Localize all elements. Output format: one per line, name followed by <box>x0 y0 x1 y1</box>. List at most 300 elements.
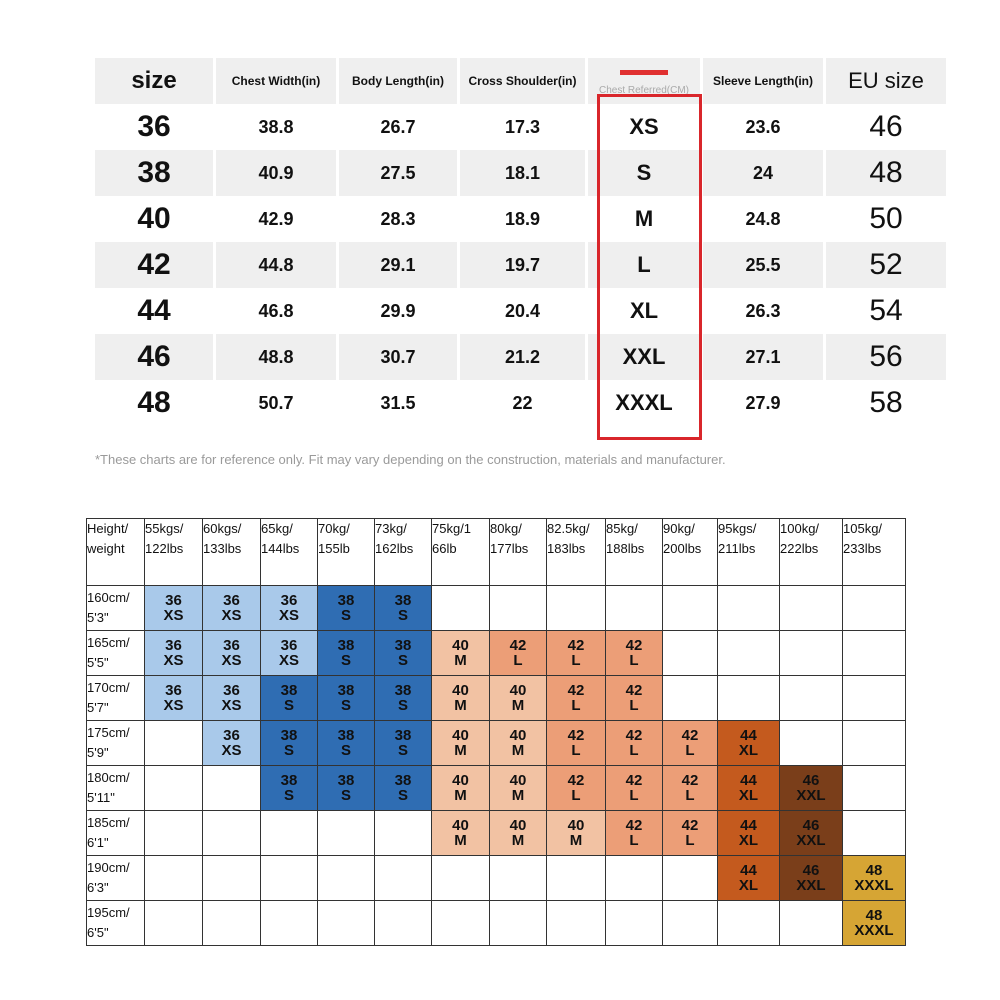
size-grid-cell <box>490 721 547 766</box>
weight-header <box>663 519 718 586</box>
size-grid-cell <box>780 766 843 811</box>
grid-size-number: 40 <box>452 772 469 789</box>
weight-line: 105kg/ <box>843 521 883 536</box>
grid-size-letter: M <box>454 697 467 714</box>
grid-size-letter: L <box>685 787 695 804</box>
height-label <box>87 811 145 856</box>
height-label <box>87 721 145 766</box>
grid-size-letter: L <box>685 832 695 849</box>
height-line: 175cm/ <box>87 725 130 740</box>
grid-size-letter: XS <box>278 652 299 669</box>
size-grid-cell <box>718 586 780 631</box>
height-line: 6'5" <box>87 925 109 940</box>
grid-size-letter: XS <box>278 607 299 624</box>
grid-size-number: 42 <box>567 637 585 654</box>
grid-size-letter: S <box>397 742 408 759</box>
header-alpha-size <box>588 58 700 104</box>
grid-size-letter: S <box>397 607 408 624</box>
size-cell-eu: 48 <box>826 150 946 196</box>
size-grid-cell <box>145 811 203 856</box>
weight-line: 95kgs/ <box>718 521 757 536</box>
size-grid-cell <box>318 586 375 631</box>
size-cell-size: 38 <box>95 150 213 196</box>
weight-header <box>606 519 663 586</box>
grid-size-number: 42 <box>625 817 643 834</box>
size-cell-shoulder: 20.4 <box>504 300 541 321</box>
size-row <box>95 334 950 380</box>
size-cell-sleeve: 25.5 <box>703 242 823 288</box>
size-grid-cell <box>547 586 606 631</box>
size-grid-cell <box>203 631 261 676</box>
size-grid-cell <box>547 631 606 676</box>
size-grid-cell <box>718 811 780 856</box>
size-cell-chest: 38.8 <box>258 116 294 137</box>
size-grid-cell <box>261 721 318 766</box>
size-grid-cell <box>261 586 318 631</box>
grid-size-number: 38 <box>337 682 355 699</box>
grid-size-letter: XXXL <box>854 922 894 939</box>
size-grid-cell <box>490 856 547 901</box>
size-grid-cell <box>780 631 843 676</box>
size-cell-size: 44 <box>137 294 171 327</box>
size-cell-length: 26.7 <box>380 116 416 137</box>
size-grid-cell <box>718 766 780 811</box>
grid-size-number: 38 <box>394 592 412 609</box>
grid-size-letter: XS <box>221 697 242 714</box>
size-grid-cell <box>663 901 718 946</box>
grid-size-letter: S <box>340 652 351 669</box>
corner-line: Height/ <box>87 521 129 536</box>
grid-size-number: 40 <box>452 637 469 654</box>
size-grid-cell <box>718 901 780 946</box>
grid-size-letter: XXL <box>796 832 826 849</box>
grid-size-number: 42 <box>681 772 699 789</box>
size-grid-cell <box>663 631 718 676</box>
grid-size-number: 42 <box>625 772 643 789</box>
size-grid-cell <box>843 856 906 901</box>
size-row <box>95 196 950 242</box>
size-row <box>95 288 950 334</box>
size-cell-length: 29.1 <box>339 242 457 288</box>
size-grid-cell <box>490 901 547 946</box>
grid-size-letter: S <box>397 697 408 714</box>
grid-size-letter: M <box>454 742 467 759</box>
grid-size-number: 38 <box>280 682 298 699</box>
size-grid-cell <box>318 766 375 811</box>
grid-size-number: 38 <box>280 727 298 744</box>
size-cell-chest: 48.8 <box>216 334 336 380</box>
weight-line: 162lbs <box>375 541 414 556</box>
weight-line: 155lb <box>318 541 350 556</box>
size-grid-cell <box>318 856 375 901</box>
size-cell-length: 31.5 <box>380 392 416 413</box>
size-grid-cell <box>843 766 906 811</box>
grid-size-number: 38 <box>394 727 412 744</box>
weight-header <box>718 519 780 586</box>
size-cell-size: 48 <box>137 386 171 419</box>
height-line: 5'3" <box>87 610 109 625</box>
size-cell-eu: 58 <box>869 386 903 419</box>
height-row <box>87 901 906 946</box>
weight-line: 66lb <box>432 541 457 556</box>
size-cell-shoulder: 18.1 <box>460 150 585 196</box>
grid-size-letter: XS <box>221 742 242 759</box>
size-grid-cell <box>203 586 261 631</box>
height-line: 5'9" <box>87 745 109 760</box>
grid-size-letter: XS <box>221 607 242 624</box>
weight-line: 144lbs <box>261 541 300 556</box>
grid-size-letter: S <box>283 697 294 714</box>
grid-size-number: 40 <box>452 727 469 744</box>
grid-size-number: 44 <box>740 772 757 789</box>
size-grid-cell <box>547 901 606 946</box>
size-grid-cell <box>718 676 780 721</box>
size-cell-alpha: L <box>588 242 700 288</box>
size-grid-cell <box>145 766 203 811</box>
corner-line: weight <box>87 541 125 556</box>
size-grid-cell <box>432 586 490 631</box>
grid-size-number: 38 <box>394 637 412 654</box>
size-grid-cell <box>375 856 432 901</box>
grid-size-number: 40 <box>509 817 527 834</box>
size-cell-alpha: XXXL <box>615 390 673 415</box>
size-grid-cell <box>780 676 843 721</box>
grid-size-letter: L <box>629 787 639 804</box>
size-table <box>95 58 950 426</box>
size-row <box>95 380 950 426</box>
size-grid-cell <box>432 901 490 946</box>
size-grid-cell <box>261 811 318 856</box>
weight-line: 55kgs/ <box>145 521 184 536</box>
size-cell-length: 29.9 <box>380 300 416 321</box>
size-cell-sleeve: 27.9 <box>745 392 781 413</box>
size-grid-cell <box>547 811 606 856</box>
grid-size-number: 48 <box>865 907 883 924</box>
size-grid-cell <box>843 631 906 676</box>
grid-size-number: 44 <box>740 862 757 879</box>
size-table-body <box>95 104 950 426</box>
height-line: 195cm/ <box>87 905 130 920</box>
size-grid-cell <box>606 901 663 946</box>
size-grid-cell <box>780 721 843 766</box>
grid-size-letter: M <box>454 832 467 849</box>
grid-size-number: 36 <box>280 637 298 654</box>
grid-size-number: 42 <box>681 727 699 744</box>
height-line: 190cm/ <box>87 860 130 875</box>
height-label <box>87 901 145 946</box>
size-grid-cell <box>547 856 606 901</box>
size-grid-cell <box>780 586 843 631</box>
grid-size-letter: M <box>454 652 467 669</box>
size-grid-cell <box>843 721 906 766</box>
grid-size-number: 40 <box>509 682 527 699</box>
size-grid-cell <box>261 901 318 946</box>
grid-size-number: 40 <box>509 772 527 789</box>
size-row <box>95 242 950 288</box>
weight-header <box>261 519 318 586</box>
grid-size-letter: L <box>571 697 581 714</box>
size-grid-cell <box>606 631 663 676</box>
weight-header <box>547 519 606 586</box>
size-grid-cell <box>375 766 432 811</box>
size-grid-cell <box>718 856 780 901</box>
grid-corner-label <box>87 519 145 586</box>
height-line: 5'7" <box>87 700 109 715</box>
size-cell-chest: 44.8 <box>216 242 336 288</box>
height-row <box>87 676 906 721</box>
size-grid-cell <box>663 721 718 766</box>
size-cell-shoulder: 18.9 <box>504 208 541 229</box>
size-grid-cell <box>145 721 203 766</box>
grid-size-letter: S <box>340 787 351 804</box>
size-grid-cell <box>490 811 547 856</box>
weight-header <box>432 519 490 586</box>
height-line: 185cm/ <box>87 815 130 830</box>
grid-size-letter: L <box>571 652 581 669</box>
header-size: size <box>95 58 213 104</box>
height-row <box>87 586 906 631</box>
size-grid-cell <box>375 721 432 766</box>
grid-size-letter: L <box>571 787 581 804</box>
size-grid-cell <box>375 901 432 946</box>
weight-line: 70kg/ <box>318 521 350 536</box>
size-grid-cell <box>843 676 906 721</box>
size-grid-cell <box>375 586 432 631</box>
size-grid-cell <box>318 631 375 676</box>
size-cell-size: 40 <box>137 202 171 235</box>
size-grid-cell <box>145 586 203 631</box>
size-cell-chest: 42.9 <box>258 208 294 229</box>
grid-size-number: 42 <box>509 637 527 654</box>
size-cell-eu: 52 <box>826 242 946 288</box>
grid-size-number: 40 <box>452 682 469 699</box>
grid-size-number: 38 <box>394 682 412 699</box>
weight-line: 75kg/1 <box>432 521 472 536</box>
size-grid-cell <box>375 811 432 856</box>
size-grid-cell <box>780 856 843 901</box>
grid-size-letter: XL <box>738 877 759 894</box>
weight-line: 85kg/ <box>606 521 638 536</box>
weight-line: 188lbs <box>606 541 645 556</box>
height-row <box>87 631 906 676</box>
size-cell-alpha: XL <box>629 298 659 323</box>
grid-size-letter: L <box>513 652 523 669</box>
grid-size-letter: L <box>685 742 695 759</box>
size-cell-eu: 54 <box>869 294 903 327</box>
weight-line: 82.5kg/ <box>547 521 590 536</box>
size-grid-cell <box>490 766 547 811</box>
grid-size-number: 36 <box>223 592 240 609</box>
disclaimer-text: *These charts are for reference only. Fit may vary depending on the construction, materials and manufacturer. <box>95 452 726 467</box>
grid-size-letter: S <box>340 607 351 624</box>
grid-size-number: 42 <box>625 637 643 654</box>
grid-size-number: 44 <box>740 727 757 744</box>
size-grid-cell <box>606 676 663 721</box>
grid-size-number: 42 <box>625 727 643 744</box>
grid-size-letter: XL <box>738 742 759 759</box>
height-weight-grid <box>86 518 906 946</box>
size-grid-cell <box>663 856 718 901</box>
grid-size-letter: XXL <box>796 787 826 804</box>
size-grid-cell <box>843 901 906 946</box>
size-grid-cell <box>318 811 375 856</box>
size-cell-alpha: XXL <box>588 334 700 380</box>
size-grid-cell <box>606 856 663 901</box>
size-cell-eu: 46 <box>869 110 903 143</box>
size-grid-cell <box>145 856 203 901</box>
grid-size-letter: M <box>511 742 525 759</box>
grid-size-letter: XXXL <box>854 877 894 894</box>
size-grid-cell <box>490 586 547 631</box>
size-row <box>95 104 950 150</box>
size-grid-cell <box>432 811 490 856</box>
size-grid-cell <box>375 631 432 676</box>
size-grid-cell <box>547 766 606 811</box>
grid-size-letter: M <box>511 787 525 804</box>
size-cell-length: 27.5 <box>339 150 457 196</box>
size-cell-shoulder: 19.7 <box>460 242 585 288</box>
weight-line: 233lbs <box>843 541 882 556</box>
size-cell-eu: 56 <box>826 334 946 380</box>
size-cell-chest: 50.7 <box>258 392 294 413</box>
size-cell-chest: 40.9 <box>216 150 336 196</box>
weight-line: 200lbs <box>663 541 702 556</box>
grid-size-letter: M <box>569 832 583 849</box>
height-label <box>87 766 145 811</box>
grid-size-number: 40 <box>509 727 527 744</box>
weight-line: 183lbs <box>547 541 586 556</box>
height-label <box>87 586 145 631</box>
weight-line: 60kgs/ <box>203 521 242 536</box>
size-cell-sleeve: 23.6 <box>745 116 781 137</box>
height-line: 6'3" <box>87 880 109 895</box>
grid-size-letter: M <box>454 787 467 804</box>
grid-size-number: 42 <box>567 682 585 699</box>
weight-header <box>780 519 843 586</box>
grid-size-letter: L <box>629 652 639 669</box>
size-cell-shoulder: 22 <box>512 392 533 413</box>
grid-size-letter: S <box>340 697 351 714</box>
size-cell-alpha: S <box>588 150 700 196</box>
size-grid-cell <box>780 901 843 946</box>
size-grid-cell <box>432 676 490 721</box>
grid-size-number: 42 <box>567 727 585 744</box>
height-label <box>87 631 145 676</box>
grid-size-number: 38 <box>337 637 355 654</box>
height-label <box>87 856 145 901</box>
grid-size-letter: S <box>283 787 294 804</box>
grid-size-letter: S <box>340 742 351 759</box>
weight-header <box>145 519 203 586</box>
weight-header <box>375 519 432 586</box>
grid-size-number: 42 <box>625 682 643 699</box>
height-line: 170cm/ <box>87 680 130 695</box>
size-cell-alpha: M <box>634 206 654 231</box>
size-grid-cell <box>432 721 490 766</box>
grid-size-letter: S <box>397 787 408 804</box>
grid-size-number: 36 <box>223 682 240 699</box>
grid-size-letter: L <box>629 832 639 849</box>
grid-size-number: 36 <box>223 727 240 744</box>
size-grid-cell <box>261 676 318 721</box>
size-grid-cell <box>261 631 318 676</box>
grid-size-number: 36 <box>165 682 182 699</box>
size-cell-size: 42 <box>95 242 213 288</box>
height-line: 160cm/ <box>87 590 130 605</box>
grid-size-number: 36 <box>165 592 182 609</box>
grid-size-letter: XS <box>163 697 184 714</box>
size-grid-cell <box>663 766 718 811</box>
height-line: 6'1" <box>87 835 109 850</box>
size-grid-cell <box>261 856 318 901</box>
grid-size-letter: L <box>629 697 639 714</box>
size-grid-cell <box>203 676 261 721</box>
size-grid-cell <box>490 631 547 676</box>
header-cross-shoulder: Cross Shoulder(in) <box>460 58 585 104</box>
grid-size-letter: L <box>629 742 639 759</box>
grid-size-letter: XL <box>738 832 759 849</box>
size-cell-shoulder: 21.2 <box>460 334 585 380</box>
grid-size-number: 44 <box>740 817 757 834</box>
height-row <box>87 811 906 856</box>
size-cell-size: 36 <box>137 110 171 143</box>
grid-size-letter: XXL <box>796 877 826 894</box>
size-cell-sleeve: 24 <box>703 150 823 196</box>
grid-size-number: 46 <box>802 817 820 834</box>
grid-size-letter: S <box>397 652 408 669</box>
weight-line: 90kg/ <box>663 521 695 536</box>
size-grid-cell <box>203 766 261 811</box>
size-grid-cell <box>432 766 490 811</box>
size-grid-cell <box>318 676 375 721</box>
grid-size-letter: XS <box>221 652 242 669</box>
grid-size-letter: L <box>571 742 581 759</box>
size-cell-chest: 46.8 <box>258 300 294 321</box>
weight-line: 100kg/ <box>780 521 820 536</box>
grid-size-letter: M <box>511 832 525 849</box>
header-sleeve-length: Sleeve Length(in) <box>703 58 823 104</box>
grid-size-letter: XL <box>738 787 759 804</box>
weight-line: 73kg/ <box>375 521 407 536</box>
size-grid-cell <box>780 811 843 856</box>
size-cell-eu: 50 <box>869 202 903 235</box>
grid-size-number: 38 <box>337 772 355 789</box>
header-eu-size: EU size <box>826 58 946 104</box>
height-line: 180cm/ <box>87 770 130 785</box>
grid-size-letter: M <box>511 697 525 714</box>
size-grid-cell <box>606 586 663 631</box>
size-grid-cell <box>145 901 203 946</box>
size-grid-cell <box>432 856 490 901</box>
weight-header <box>490 519 547 586</box>
weight-header <box>318 519 375 586</box>
size-grid-cell <box>718 631 780 676</box>
size-cell-size: 46 <box>95 334 213 380</box>
size-grid-cell <box>843 811 906 856</box>
header-body-length: Body Length(in) <box>339 58 457 104</box>
grid-size-letter: S <box>283 742 294 759</box>
size-table-header <box>95 58 950 104</box>
header-alpha-faded: Chest Referred(CM) <box>598 84 690 96</box>
size-grid-cell <box>203 901 261 946</box>
height-line: 5'11" <box>87 790 115 805</box>
size-cell-shoulder: 17.3 <box>504 116 541 137</box>
size-cell-alpha: XS <box>629 114 659 139</box>
size-cell-sleeve: 27.1 <box>703 334 823 380</box>
size-grid-cell <box>490 676 547 721</box>
height-row <box>87 766 906 811</box>
height-label <box>87 676 145 721</box>
